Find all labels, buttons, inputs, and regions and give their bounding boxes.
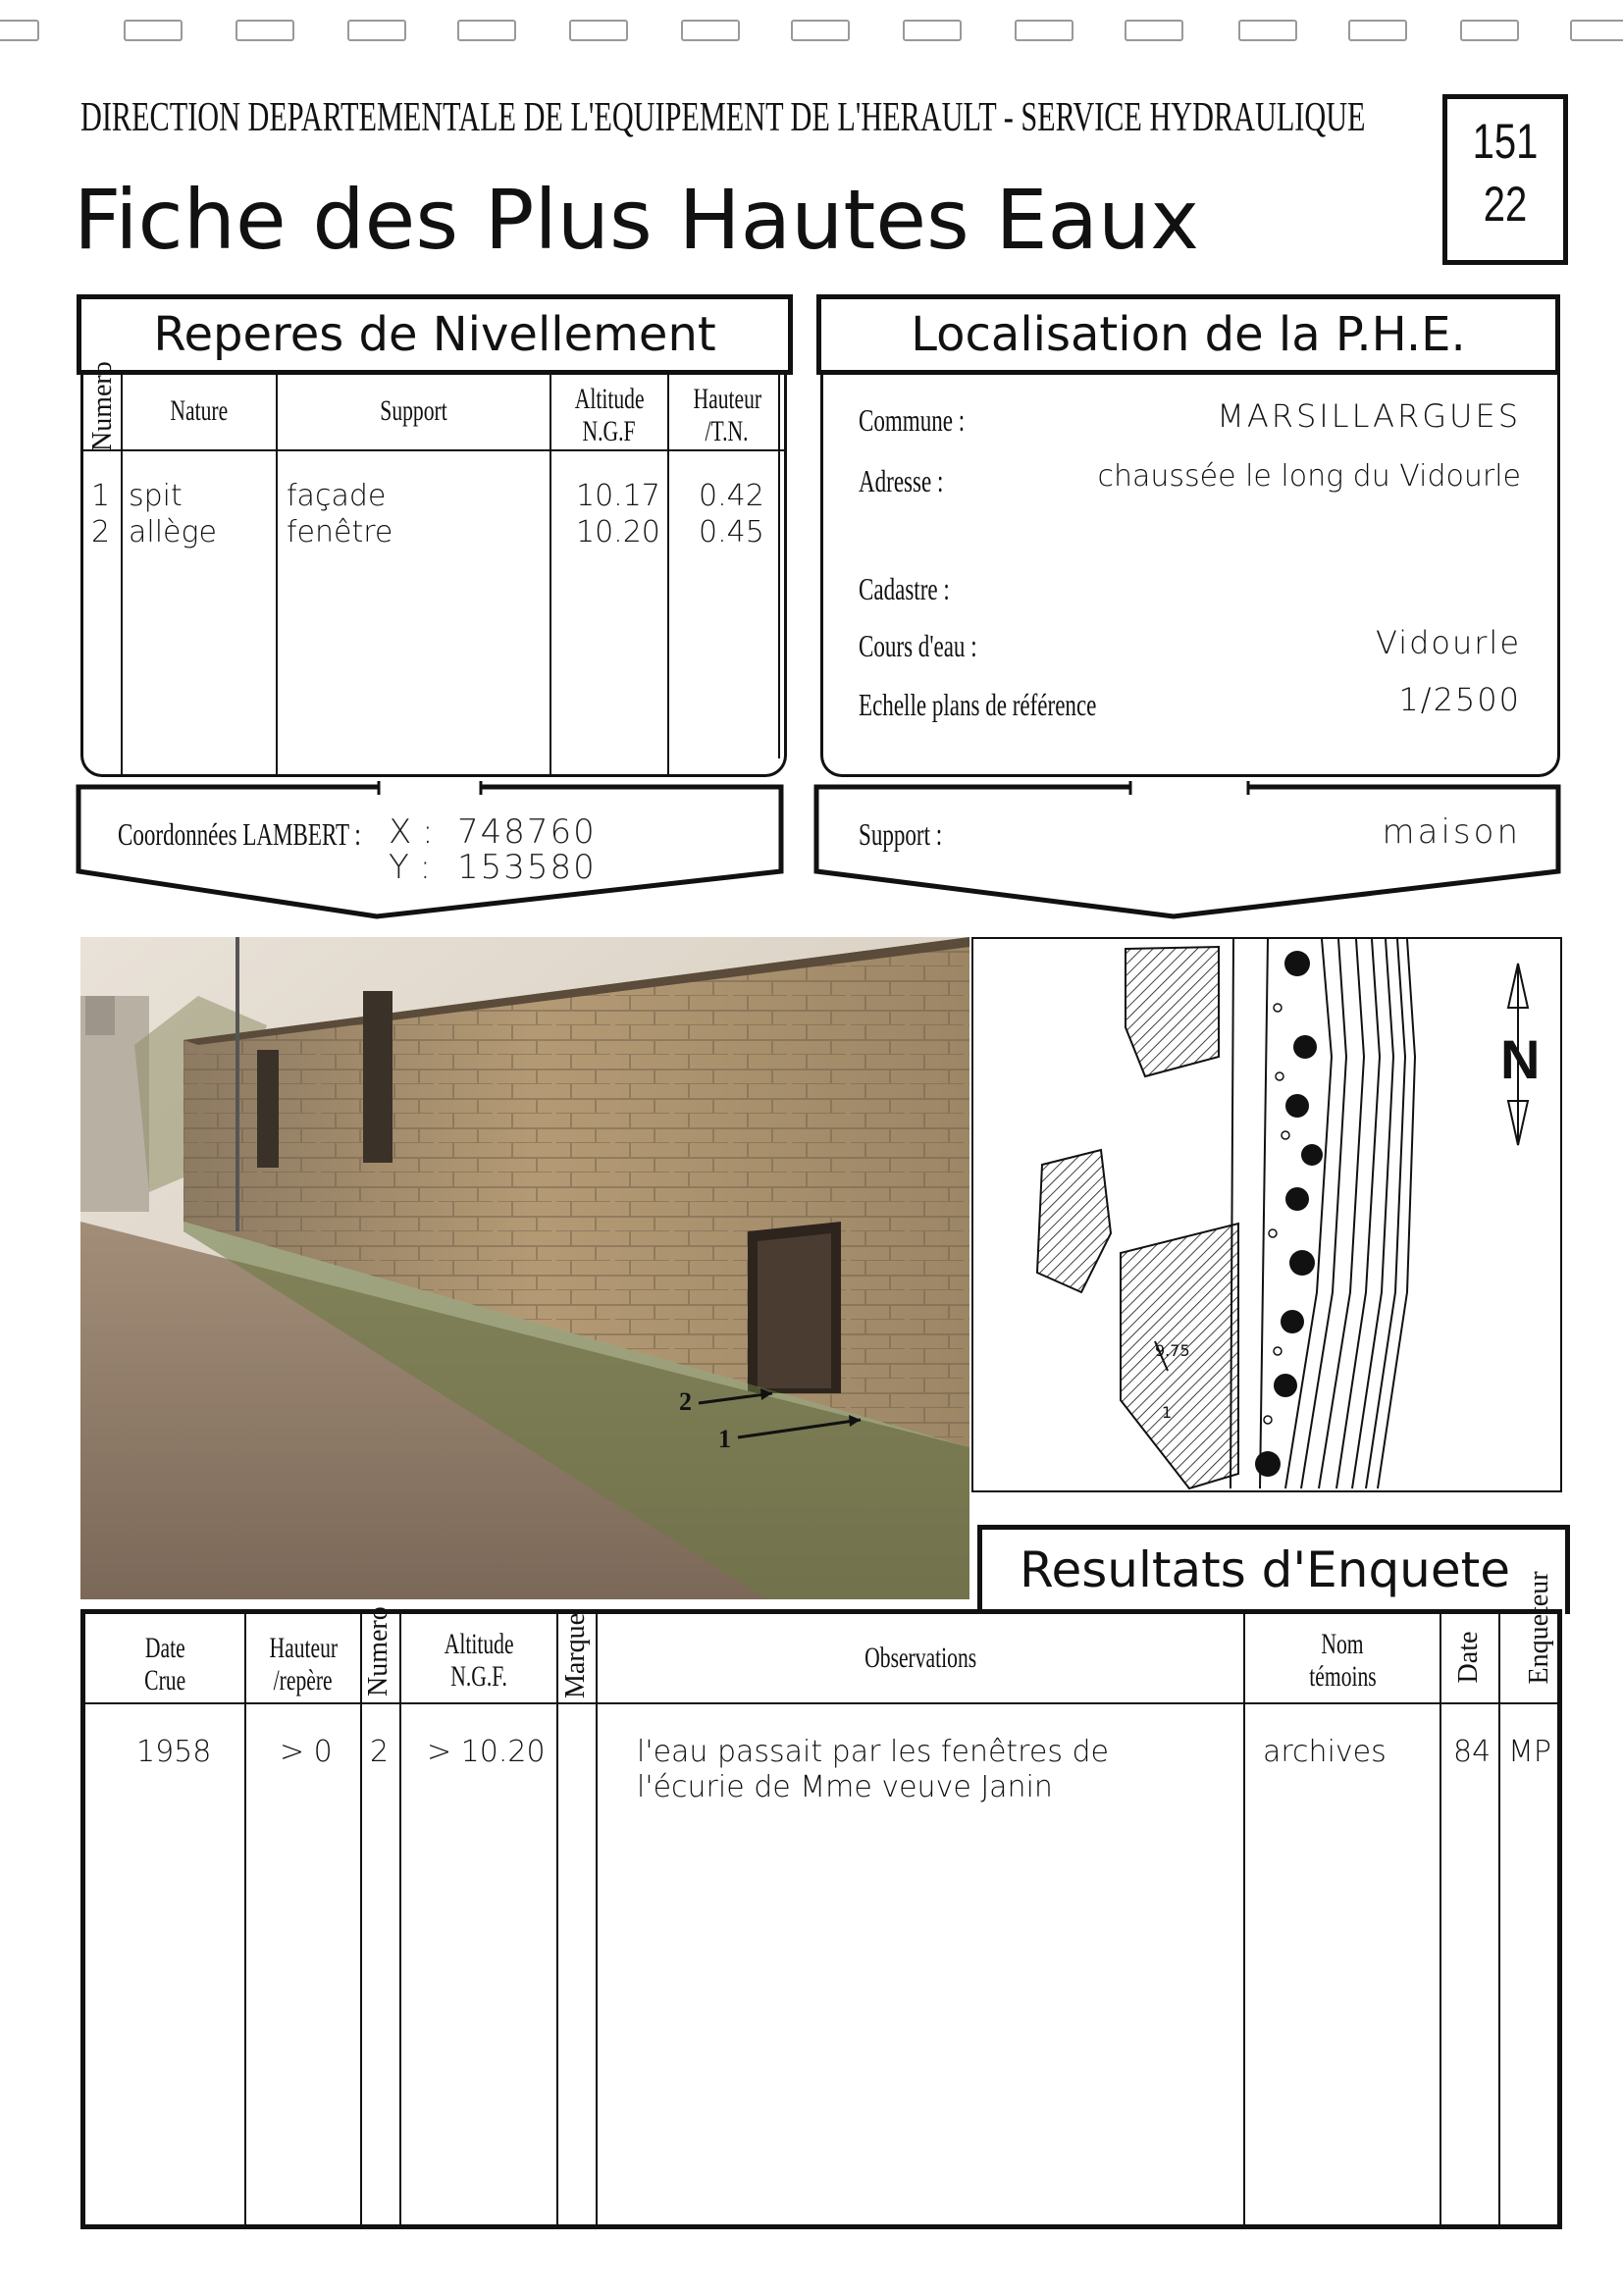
lambert-y-label: Y :: [389, 848, 432, 887]
commune-label: Commune :: [859, 402, 966, 438]
col-altitude-header: Altitude N.G.F.: [444, 1628, 514, 1693]
cours-label: Cours d'eau :: [859, 628, 977, 663]
cours-value: Vidourle: [1376, 624, 1521, 661]
site-photo: [80, 937, 969, 1599]
binding-hole: [791, 20, 850, 41]
row-support: fenêtre: [287, 515, 393, 549]
sheet-number-bottom: 22: [1483, 177, 1528, 232]
photo-marker-1: 1: [718, 1425, 731, 1453]
row-observation-line2: l'écurie de Mme veuve Janin: [637, 1770, 1053, 1804]
col-observations-header: Observations: [864, 1642, 976, 1674]
binding-hole: [681, 20, 740, 41]
row-altitude: 10.17: [576, 479, 660, 513]
binding-holes: [0, 20, 1623, 41]
row-hauteur: 0.45: [699, 515, 764, 549]
department-heading: DIRECTION DEPARTEMENTALE DE L'EQUIPEMENT DE L'HERAULT - SERVICE HYDRAULIQUE: [80, 95, 1366, 140]
col-nom-header: Nom témoins: [1308, 1628, 1377, 1693]
reperes-table: [80, 361, 787, 777]
row-support: façade: [287, 479, 387, 513]
binding-hole: [569, 20, 628, 41]
col-altitude-header: Altitude N.G.F: [574, 383, 645, 447]
location-map: [971, 937, 1562, 1492]
support-value: maison: [1382, 812, 1521, 852]
lambert-x-label: X :: [389, 812, 434, 852]
localisation-title: Localisation de la P.H.E.: [816, 294, 1560, 375]
binding-hole: [1015, 20, 1073, 41]
binding-hole: [1125, 20, 1183, 41]
binding-hole: [236, 20, 294, 41]
binding-hole: [0, 20, 39, 41]
row-nature: allège: [129, 515, 217, 549]
resultats-table: [80, 1571, 1562, 2229]
row-altitude: 10.20: [576, 515, 660, 549]
binding-hole: [903, 20, 962, 41]
support-label: Support :: [859, 816, 943, 852]
lambert-x-value: 748760: [457, 812, 597, 852]
row-date-enquete: 84: [1453, 1735, 1492, 1769]
binding-hole: [457, 20, 516, 41]
row-numero: 2: [370, 1735, 390, 1769]
col-enqueteur-header: Enqueteur: [1524, 1571, 1554, 1685]
col-date-enquete-header: Date: [1453, 1631, 1484, 1684]
binding-hole: [124, 20, 183, 41]
echelle-label: Echelle plans de référence: [859, 687, 1097, 722]
binding-hole: [1238, 20, 1297, 41]
col-nature-header: Nature: [170, 394, 229, 427]
row-enqueteur: MP: [1508, 1735, 1551, 1769]
col-marque-header: Marque: [560, 1612, 591, 1698]
col-hauteur-header: Hauteur /repère: [269, 1632, 338, 1696]
adresse-label: Adresse :: [859, 463, 944, 498]
cadastre-label: Cadastre :: [859, 571, 950, 606]
sheet-number-box: [1442, 94, 1568, 265]
binding-hole: [1570, 20, 1623, 41]
row-numero: 1: [91, 479, 111, 513]
row-altitude: > 10.20: [427, 1735, 546, 1769]
col-numero-header: Numero: [363, 1606, 393, 1696]
lambert-y-value: 153580: [457, 848, 597, 887]
col-date-crue-header: Date Crue: [143, 1632, 185, 1696]
lambert-label: Coordonnées LAMBERT :: [118, 816, 361, 852]
row-nom-temoins: archives: [1263, 1735, 1387, 1769]
resultats-title-box: [977, 1525, 1570, 1614]
col-numero-header: Numero: [87, 361, 118, 451]
col-hauteur-header: Hauteur /T.N.: [693, 383, 761, 447]
reperes-title: Reperes de Nivellement: [77, 294, 793, 375]
sheet-number-top: 151: [1472, 114, 1539, 169]
photo-marker-2: 2: [679, 1387, 692, 1416]
row-numero: 2: [91, 515, 111, 549]
adresse-value: chaussée le long du Vidourle: [1097, 459, 1521, 494]
echelle-value: 1/2500: [1398, 681, 1521, 718]
row-date-crue: 1958: [136, 1735, 212, 1769]
row-observation-line1: l'eau passait par les fenêtres de: [637, 1735, 1109, 1769]
row-hauteur: > 0: [280, 1735, 333, 1769]
col-support-header: Support: [380, 394, 447, 427]
binding-hole: [1348, 20, 1407, 41]
map-north-letter: N: [1500, 1028, 1541, 1090]
row-hauteur: 0.42: [699, 479, 764, 513]
row-nature: spit: [129, 479, 183, 513]
map-point-label: 1: [1162, 1403, 1173, 1422]
binding-hole: [347, 20, 406, 41]
map-spot-height: 9.75: [1155, 1341, 1190, 1360]
resultats-title: Resultats d'Enquete: [1020, 1541, 1510, 1598]
commune-value: MARSILLARGUES: [1217, 397, 1521, 435]
binding-hole: [1460, 20, 1519, 41]
page-title: Fiche des Plus Hautes Eaux: [74, 172, 1199, 268]
